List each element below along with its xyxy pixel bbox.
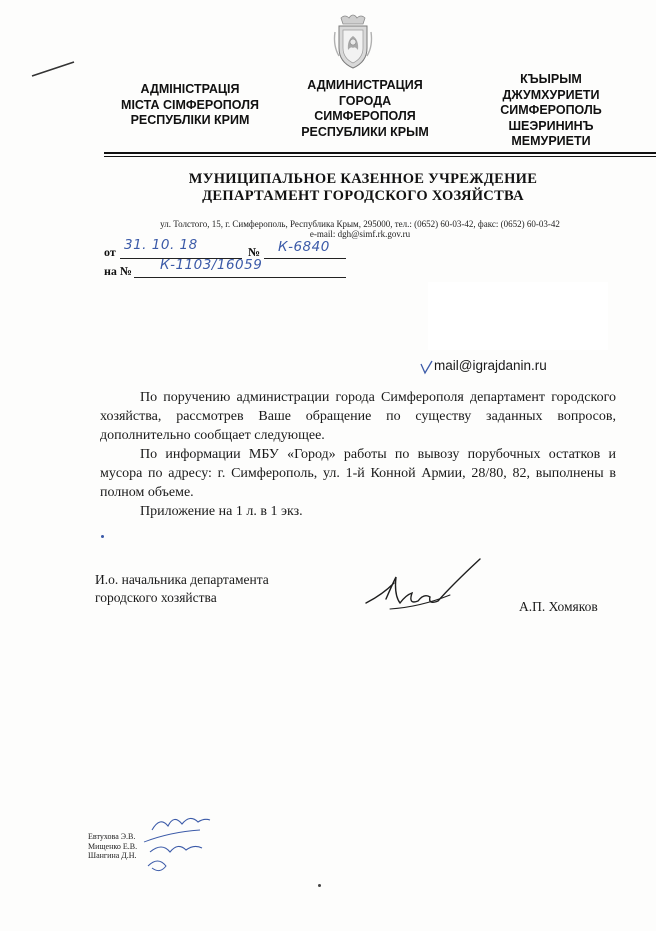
signer-name: А.П. Хомяков <box>519 599 598 614</box>
stray-dot <box>318 884 321 887</box>
signer-position <box>95 571 269 607</box>
executor-name: Шангина Д.Н. <box>88 851 137 860</box>
header-crh-line: МЕМУРИЕТИ <box>511 134 591 148</box>
institution-address: ул. Толстого, 15, г. Симферополь, Республика Крым, 295000, тел.: (0652) 60-03-42, факс: (0652) 60-03-42 <box>160 219 560 229</box>
header-crh <box>476 72 626 150</box>
reference-underline <box>134 277 346 278</box>
number-label: № <box>248 245 261 259</box>
header-ua-line: АДМІНІСТРАЦІЯ <box>140 82 240 96</box>
header-ru-line: ГОРОДА <box>338 93 392 108</box>
header-ru <box>285 78 445 140</box>
institution-email: e-mail: dgh@simf.rk.gov.ru <box>309 229 411 239</box>
number-underline <box>264 258 346 259</box>
date-label: от <box>104 245 116 259</box>
check-mark-icon <box>420 360 434 376</box>
header-rule-thick <box>104 152 656 154</box>
reference-label: на № <box>104 264 132 278</box>
header-ua-line: РЕСПУБЛІКИ КРИМ <box>130 113 250 127</box>
executor-name: Евтухова Э.В. <box>88 832 136 841</box>
letter-body <box>100 388 616 521</box>
recipient-email: mail@igrajdanin.ru <box>434 358 547 373</box>
signer-position-line: И.о. начальника департамента <box>95 572 269 587</box>
ink-dot <box>101 535 104 538</box>
header-ua-line: МІСТА СІМФЕРОПОЛЯ <box>121 97 259 112</box>
header-ru-line: АДМИНИСТРАЦИЯ <box>307 78 423 92</box>
header-crh-line: ДЖУМХУРИЕТИ <box>502 87 600 102</box>
institution-name-line2: ДЕПАРТАМЕНТ ГОРОДСКОГО ХОЗЯЙСТВА <box>202 188 524 204</box>
body-paragraph: По информации МБУ «Город» работы по вывозу порубочных остатков и мусора по адресу: г. Симферополь, ул. 1-й Конной Армии, 28/80, 82, выполнены в полном объеме. <box>100 447 616 500</box>
executors-list <box>88 832 137 861</box>
body-paragraph: Приложение на 1 л. в 1 экз. <box>140 504 303 519</box>
header-ua <box>105 82 275 129</box>
header-ru-line: СИМФЕРОПОЛЯ <box>314 109 416 123</box>
number-value: К-6840 <box>278 239 330 255</box>
recipient-redacted-block <box>428 282 608 350</box>
coat-of-arms-emblem <box>333 12 373 70</box>
header-crh-line: СИМФЕРОПОЛЬ <box>500 103 602 117</box>
handwritten-signature <box>360 555 500 625</box>
executor-initials-signature <box>140 808 230 880</box>
pen-stroke-mark <box>30 60 80 80</box>
reference-value: К-1103/16059 <box>160 257 263 273</box>
institution-name-line1: МУНИЦИПАЛЬНОЕ КАЗЕННОЕ УЧРЕЖДЕНИЕ <box>188 171 538 187</box>
header-rule-thin <box>104 156 656 157</box>
date-value: 31. 10. 18 <box>124 237 198 253</box>
body-paragraph: По поручению администрации города Симферополя департамент городского хозяйства, рассмотрев Ваше обращение по существу заданных вопросов, дополнительно сообщает следующее. <box>100 390 616 443</box>
header-crh-line: ШЕЭРИНИНЪ <box>508 118 594 133</box>
header-ru-line: РЕСПУБЛИКИ КРЫМ <box>301 124 429 139</box>
signer-position-line: городского хозяйства <box>95 590 217 605</box>
header-crh-line: КЪЫРЫМ <box>520 72 582 86</box>
executor-name: Мищенко Е.В. <box>88 841 138 851</box>
